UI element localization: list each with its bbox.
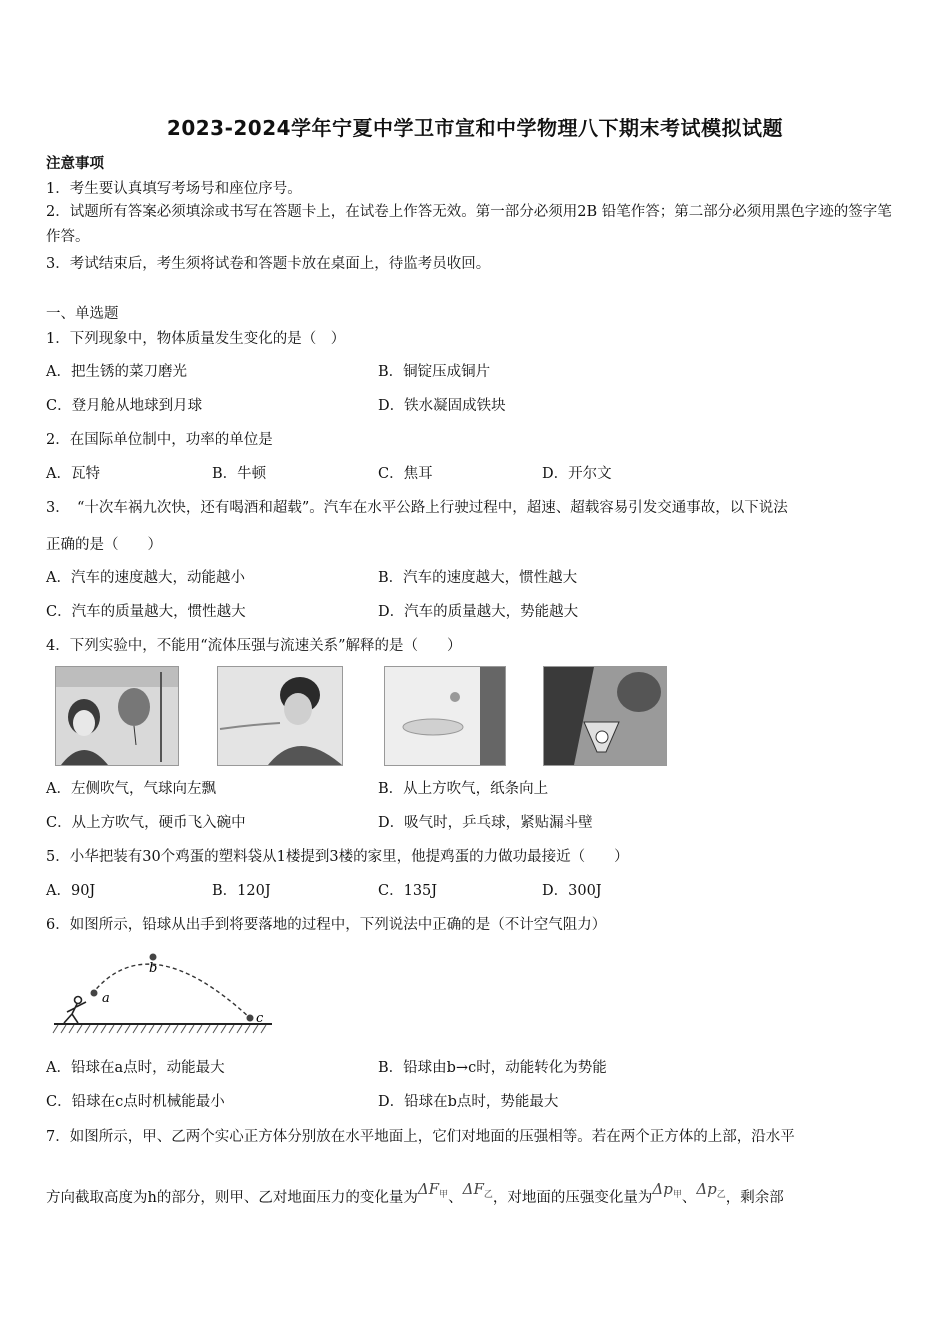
- q6-option-d: D．铅球在b点时，势能最大: [378, 1094, 559, 1110]
- page-title: 2023-2024学年宁夏中学卫市宣和中学物理八下期末考试模拟试题: [166, 116, 784, 140]
- q4-option-a: A．左侧吹气，气球向左飘: [46, 781, 216, 797]
- ball-b: [150, 954, 157, 961]
- q7-stem-line1: 7．如图所示，甲、乙两个实心正方体分别放在水平地面上，它们对地面的压强相等。若在两个正方体的上部，沿水平: [46, 1129, 795, 1145]
- section-heading: 一、单选题: [46, 306, 119, 322]
- q3-option-b: B．汽车的速度越大，惯性越大: [378, 570, 578, 586]
- ball-c: [247, 1015, 254, 1022]
- thrower-figure: [64, 997, 86, 1024]
- q2-option-b: B．牛顿: [212, 466, 267, 482]
- q7-text-part3: ，剩余部: [725, 1190, 784, 1206]
- q1-stem: 1．下列现象中，物体质量发生变化的是（ ）: [46, 331, 346, 347]
- notice-item-3: 3．考试结束后，考生须将试卷和答题卡放在桌面上，待监考员收回。: [46, 256, 491, 272]
- q4-photo-b-paper-strip: [217, 666, 343, 766]
- q5-stem: 5．小华把装有30个鸡蛋的塑料袋从1楼提到3楼的家里，他提鸡蛋的力做功最接近（ ）: [46, 849, 629, 865]
- label-a: a: [102, 991, 110, 1006]
- q4-photo-c-coin: [384, 666, 506, 766]
- notice-item-1: 1．考生要认真填写考场号和座位序号。: [46, 181, 302, 197]
- q4-option-c: C．从上方吹气，硬币飞入碗中: [46, 815, 246, 831]
- q3-stem-line2: 正确的是（ ）: [46, 537, 162, 553]
- q5-option-a: A．90J: [46, 883, 96, 899]
- delta-p-yi: $\Delta p_乙$: [696, 1180, 726, 1200]
- q1-option-c: C．登月舱从地球到月球: [46, 398, 203, 414]
- q7-text-part1: 方向截取高度为h的部分，则甲、乙对地面压力的变化量为: [46, 1190, 418, 1206]
- q4-option-b: B．从上方吹气，纸条向上: [378, 781, 549, 797]
- separator-2: 、: [681, 1190, 697, 1206]
- label-b: b: [149, 961, 158, 976]
- delta-f-jia: $\Delta F_甲$: [417, 1180, 449, 1200]
- q5-option-d: D．300J: [542, 883, 602, 899]
- notice-item-2: 2．试题所有答案必须填涂或书写在答题卡上，在试卷上作答无效。第一部分必须用2B 铅笔作答；第二部分必须用黑色字迹的签字笔作答。: [46, 204, 892, 245]
- q7-stem-line2: [46, 1180, 784, 1208]
- q6-shot-put-diagram: [50, 942, 276, 1038]
- q6-stem: 6．如图所示，铅球从出手到将要落地的过程中，下列说法中正确的是（不计空气阻力）: [46, 917, 607, 933]
- q4-photo-d-funnel: [543, 666, 667, 766]
- q6-option-c: C．铅球在c点时机械能最小: [46, 1094, 225, 1110]
- q3-option-c: C．汽车的质量越大，惯性越大: [46, 604, 246, 620]
- q6-option-a: A．铅球在a点时，动能最大: [46, 1060, 225, 1076]
- q4-option-d: D．吸气时，乒乓球，紧贴漏斗壁: [378, 815, 593, 831]
- q4-photo-a-balloon: [55, 666, 179, 766]
- delta-p-jia: $\Delta p_甲$: [652, 1180, 682, 1200]
- ball-a: [91, 990, 98, 997]
- notice-heading: 注意事项: [46, 155, 104, 172]
- q3-option-d: D．汽车的质量越大，势能越大: [378, 604, 579, 620]
- q2-option-a: A．瓦特: [46, 466, 100, 482]
- q7-text-part2: ，对地面的压强变化量为: [492, 1190, 653, 1206]
- q5-option-c: C．135J: [378, 883, 438, 899]
- delta-f-yi: $\Delta F_乙$: [462, 1180, 493, 1200]
- q1-option-a: A．把生锈的菜刀磨光: [46, 364, 187, 380]
- q4-stem: 4．下列实验中，不能用“流体压强与流速关系”解释的是（ ）: [46, 638, 462, 654]
- label-c: c: [256, 1011, 264, 1026]
- q5-option-b: B．120J: [212, 883, 271, 899]
- separator-1: 、: [448, 1190, 463, 1206]
- q3-option-a: A．汽车的速度越大，动能越小: [46, 570, 245, 586]
- q1-option-b: B．铜锭压成铜片: [378, 364, 491, 380]
- q2-stem: 2．在国际单位制中，功率的单位是: [46, 432, 273, 448]
- q2-option-c: C．焦耳: [378, 466, 433, 482]
- q3-stem-line1: 3． “十次车祸九次快，还有喝酒和超载”。汽车在水平公路上行驶过程中，超速、超载容易引发交通事故，以下说法: [46, 500, 788, 516]
- q1-option-d: D．铁水凝固成铁块: [378, 398, 506, 414]
- q6-option-b: B．铅球由b→c时，动能转化为势能: [378, 1060, 607, 1076]
- q2-option-d: D．开尔文: [542, 466, 612, 482]
